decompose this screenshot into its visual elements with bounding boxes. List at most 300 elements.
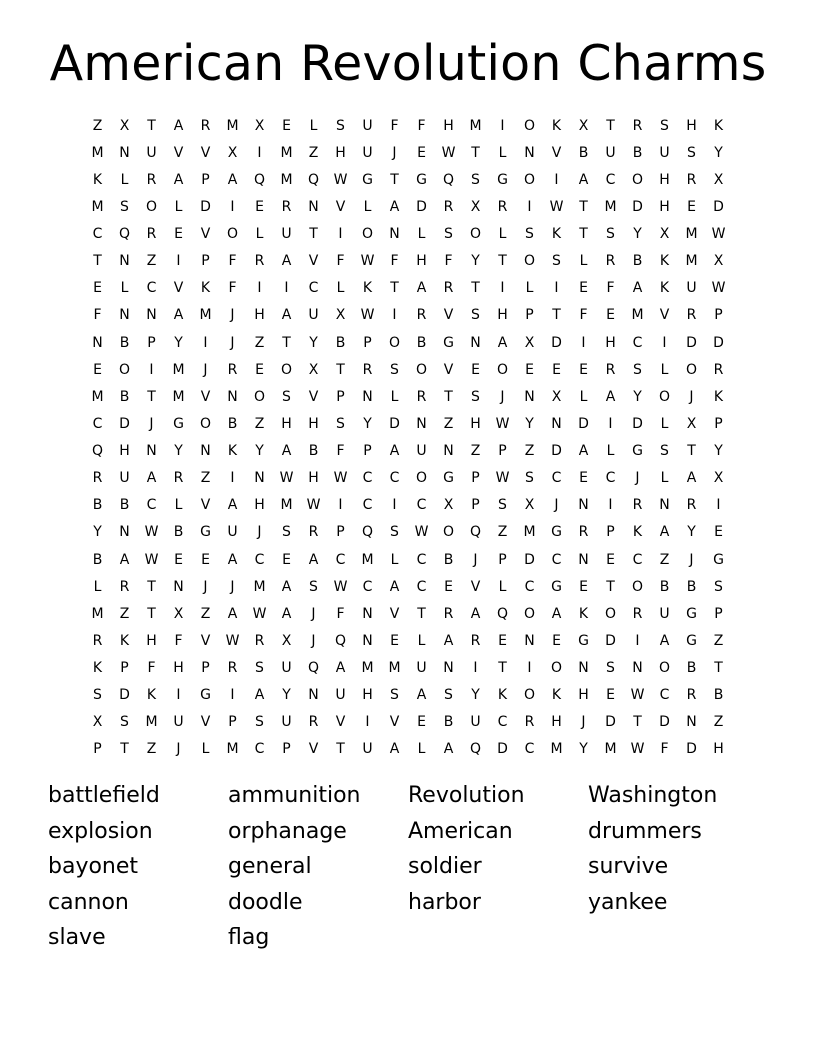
grid-letter: X [551, 388, 562, 405]
grid-letter: A [227, 497, 238, 514]
grid-letter: W [360, 307, 375, 324]
grid-letter: A [389, 578, 400, 595]
grid-letter: M [91, 198, 104, 215]
grid-letter: E [579, 470, 588, 487]
grid-letter: G [713, 551, 724, 568]
grid-letter: G [362, 171, 373, 188]
grid-letter: H [443, 117, 454, 134]
grid-letter: P [363, 443, 372, 460]
grid-letter: M [361, 551, 374, 568]
grid-letter: D [119, 415, 130, 432]
grid-letter: A [308, 551, 319, 568]
grid-letter: V [470, 578, 481, 595]
grid-letter: P [714, 605, 723, 622]
grid-letter: C [254, 741, 265, 758]
grid-letter: K [146, 687, 157, 704]
grid-letter: R [605, 361, 616, 378]
grid-letter: W [360, 253, 375, 270]
grid-letter: K [551, 226, 562, 243]
grid-letter: N [146, 307, 157, 324]
grid-row [84, 383, 732, 410]
grid-letter: C [254, 551, 265, 568]
grid-letter: S [471, 388, 480, 405]
grid-letter: C [362, 497, 373, 514]
grid-letter: W [144, 524, 159, 541]
grid-letter: X [173, 605, 184, 622]
grid-letter: P [606, 524, 615, 541]
search-word: battlefield [48, 783, 160, 808]
grid-letter: D [416, 198, 427, 215]
grid-letter: L [336, 280, 345, 297]
search-word: slave [48, 925, 106, 950]
grid-letter: N [524, 632, 535, 649]
search-word: doodle [228, 889, 303, 915]
grid-letter: A [416, 280, 427, 297]
grid-letter: X [578, 117, 589, 134]
grid-letter: N [173, 578, 184, 595]
grid-letter: U [605, 144, 616, 161]
word-column [588, 778, 768, 956]
grid-letter: U [281, 660, 292, 677]
grid-letter: K [659, 253, 670, 270]
grid-letter: R [713, 361, 724, 378]
grid-letter: T [147, 605, 156, 622]
search-word: soldier [408, 854, 482, 879]
grid-letter: J [257, 524, 262, 541]
grid-row [84, 627, 732, 654]
grid-letter: E [471, 361, 480, 378]
grid-letter: T [498, 660, 507, 677]
grid-letter: B [92, 551, 103, 568]
grid-letter: S [336, 415, 345, 432]
grid-letter: C [308, 280, 319, 297]
grid-letter: G [686, 605, 697, 622]
grid-letter: A [281, 253, 292, 270]
grid-letter: V [308, 388, 319, 405]
grid-letter: H [605, 334, 616, 351]
grid-letter: O [523, 687, 536, 704]
grid-letter: A [173, 307, 184, 324]
grid-letter: I [338, 497, 343, 514]
grid-letter: O [604, 605, 617, 622]
grid-letter: Q [442, 171, 455, 188]
grid-letter: E [579, 578, 588, 595]
grid-letter: K [362, 280, 373, 297]
grid-letter: P [498, 443, 507, 460]
grid-letter: M [91, 605, 104, 622]
grid-row [84, 193, 732, 220]
grid-letter: A [605, 388, 616, 405]
grid-letter: O [523, 117, 536, 134]
grid-letter: I [149, 361, 154, 378]
grid-letter: O [253, 388, 266, 405]
grid-letter: H [362, 687, 373, 704]
grid-letter: V [443, 361, 454, 378]
grid-letter: A [173, 171, 184, 188]
grid-letter: E [606, 551, 615, 568]
grid-letter: A [686, 470, 697, 487]
grid-letter: B [119, 388, 130, 405]
grid-letter: B [578, 144, 589, 161]
grid-letter: F [174, 632, 183, 649]
grid-letter: U [686, 280, 697, 297]
grid-letter: T [444, 388, 453, 405]
grid-row [84, 329, 732, 356]
grid-letter: V [335, 198, 346, 215]
grid-letter: W [630, 741, 645, 758]
grid-letter: T [579, 226, 588, 243]
grid-letter: N [659, 497, 670, 514]
grid-letter: U [416, 443, 427, 460]
grid-letter: Z [659, 551, 670, 568]
grid-letter: G [443, 334, 454, 351]
grid-letter: E [552, 361, 561, 378]
grid-letter: G [578, 632, 589, 649]
grid-letter: C [632, 334, 643, 351]
grid-letter: G [497, 171, 508, 188]
grid-letter: X [443, 497, 454, 514]
grid-letter: I [284, 280, 289, 297]
grid-letter: N [362, 605, 373, 622]
grid-letter: M [172, 361, 185, 378]
grid-letter: A [470, 605, 481, 622]
grid-letter: Q [334, 632, 347, 649]
grid-row [84, 139, 732, 166]
grid-letter: D [119, 687, 130, 704]
grid-letter: A [389, 741, 400, 758]
grid-letter: V [200, 497, 211, 514]
grid-letter: I [473, 660, 478, 677]
grid-letter: K [713, 388, 724, 405]
grid-letter: T [336, 741, 345, 758]
grid-letter: F [336, 253, 345, 270]
grid-letter: R [146, 171, 157, 188]
grid-letter: C [551, 551, 562, 568]
grid-letter: N [362, 388, 373, 405]
grid-letter: T [471, 280, 480, 297]
grid-letter: A [119, 551, 130, 568]
grid-letter: A [389, 443, 400, 460]
grid-letter: S [336, 117, 345, 134]
grid-letter: O [199, 415, 212, 432]
grid-letter: M [604, 741, 617, 758]
grid-letter: S [525, 226, 534, 243]
grid-letter: K [92, 171, 103, 188]
grid-letter: Q [496, 605, 509, 622]
grid-letter: P [471, 497, 480, 514]
grid-letter: Q [118, 226, 131, 243]
grid-letter: N [119, 307, 130, 324]
grid-letter: M [91, 388, 104, 405]
grid-letter: R [443, 280, 454, 297]
grid-letter: M [280, 497, 293, 514]
grid-letter: A [227, 171, 238, 188]
grid-letter: T [390, 280, 399, 297]
grid-letter: X [686, 415, 697, 432]
grid-letter: F [444, 253, 453, 270]
grid-letter: M [226, 741, 239, 758]
grid-letter: J [392, 144, 397, 161]
grid-letter: Y [255, 443, 264, 460]
grid-row [84, 166, 732, 193]
grid-letter: N [200, 443, 211, 460]
grid-letter: T [147, 388, 156, 405]
grid-letter: L [201, 741, 210, 758]
grid-letter: P [201, 171, 210, 188]
grid-letter: M [226, 117, 239, 134]
grid-letter: H [497, 307, 508, 324]
grid-letter: J [689, 388, 694, 405]
grid-letter: A [146, 470, 157, 487]
grid-letter: K [632, 524, 643, 541]
grid-letter: W [225, 632, 240, 649]
grid-letter: U [659, 144, 670, 161]
grid-letter: K [119, 632, 130, 649]
grid-letter: F [390, 253, 399, 270]
grid-letter: S [633, 361, 642, 378]
grid-letter: P [714, 415, 723, 432]
grid-letter: E [282, 551, 291, 568]
grid-row [84, 275, 732, 302]
grid-letter: N [578, 660, 589, 677]
grid-letter: C [524, 741, 535, 758]
grid-letter: C [605, 470, 616, 487]
grid-letter: X [227, 144, 238, 161]
grid-letter: S [120, 198, 129, 215]
grid-letter: H [254, 497, 265, 514]
grid-letter: S [255, 660, 264, 677]
grid-row [84, 410, 732, 437]
grid-letter: J [689, 551, 694, 568]
grid-letter: R [308, 714, 319, 731]
grid-letter: D [686, 741, 697, 758]
grid-letter: G [200, 524, 211, 541]
grid-letter: S [687, 144, 696, 161]
grid-letter: R [686, 497, 697, 514]
grid-letter: N [227, 388, 238, 405]
grid-letter: X [281, 632, 292, 649]
grid-letter: K [713, 117, 724, 134]
grid-letter: O [631, 171, 644, 188]
grid-letter: L [417, 226, 426, 243]
grid-letter: O [523, 605, 536, 622]
grid-letter: M [685, 253, 698, 270]
grid-letter: U [659, 605, 670, 622]
grid-letter: Z [443, 415, 454, 432]
grid-letter: R [443, 198, 454, 215]
grid-letter: N [416, 415, 427, 432]
grid-letter: H [551, 714, 562, 731]
grid-letter: I [500, 117, 505, 134]
grid-letter: M [199, 307, 212, 324]
grid-letter: D [686, 334, 697, 351]
grid-letter: T [147, 578, 156, 595]
grid-row [84, 519, 732, 546]
grid-letter: S [282, 388, 291, 405]
grid-letter: Z [308, 144, 319, 161]
grid-letter: J [203, 578, 208, 595]
grid-letter: S [525, 470, 534, 487]
grid-letter: L [579, 388, 588, 405]
grid-letter: S [606, 226, 615, 243]
grid-letter: M [361, 660, 374, 677]
grid-letter: U [362, 117, 373, 134]
grid-letter: D [578, 415, 589, 432]
grid-letter: S [390, 361, 399, 378]
grid-letter: T [309, 226, 318, 243]
grid-letter: L [498, 144, 507, 161]
grid-letter: O [415, 470, 428, 487]
search-word: survive [588, 854, 669, 879]
grid-letter: B [227, 415, 238, 432]
grid-letter: P [120, 660, 129, 677]
letter-grid [84, 112, 732, 763]
grid-letter: E [255, 361, 264, 378]
grid-letter: K [497, 687, 508, 704]
grid-letter: P [201, 253, 210, 270]
grid-letter: V [308, 253, 319, 270]
grid-letter: L [174, 497, 183, 514]
grid-letter: I [554, 280, 559, 297]
grid-letter: B [686, 578, 697, 595]
grid-letter: N [119, 524, 130, 541]
grid-letter: R [632, 497, 643, 514]
search-word: Revolution [408, 783, 525, 808]
grid-row [84, 465, 732, 492]
grid-letter: R [119, 578, 130, 595]
grid-letter: W [414, 524, 429, 541]
grid-letter: V [389, 605, 400, 622]
grid-letter: H [146, 632, 157, 649]
grid-letter: Y [471, 687, 480, 704]
grid-letter: H [713, 741, 724, 758]
grid-letter: Z [200, 605, 211, 622]
grid-letter: A [578, 443, 589, 460]
grid-letter: N [551, 415, 562, 432]
grid-letter: E [201, 551, 210, 568]
grid-letter: P [525, 307, 534, 324]
grid-letter: B [632, 253, 643, 270]
grid-row [84, 438, 732, 465]
grid-letter: C [92, 226, 103, 243]
grid-letter: L [660, 361, 669, 378]
grid-letter: I [365, 714, 370, 731]
grid-letter: Z [200, 470, 211, 487]
grid-letter: G [632, 443, 643, 460]
grid-letter: V [389, 714, 400, 731]
grid-letter: O [118, 361, 131, 378]
grid-letter: P [201, 660, 210, 677]
grid-letter: Z [119, 605, 130, 622]
grid-letter: S [444, 226, 453, 243]
grid-letter: M [685, 226, 698, 243]
grid-letter: Y [714, 443, 723, 460]
grid-letter: N [146, 443, 157, 460]
grid-letter: A [173, 117, 184, 134]
grid-letter: L [417, 741, 426, 758]
grid-letter: X [524, 497, 535, 514]
grid-letter: E [255, 198, 264, 215]
grid-letter: T [417, 605, 426, 622]
grid-letter: N [470, 334, 481, 351]
grid-letter: T [687, 443, 696, 460]
grid-letter: I [527, 198, 532, 215]
grid-letter: F [228, 280, 237, 297]
grid-letter: X [524, 334, 535, 351]
grid-letter: C [659, 687, 670, 704]
search-word: cannon [48, 889, 129, 915]
grid-letter: V [173, 144, 184, 161]
grid-letter: L [498, 226, 507, 243]
grid-letter: S [390, 687, 399, 704]
grid-letter: I [230, 687, 235, 704]
grid-letter: W [333, 470, 348, 487]
grid-letter: Z [524, 443, 535, 460]
grid-letter: M [388, 660, 401, 677]
grid-letter: B [416, 334, 427, 351]
grid-letter: P [93, 741, 102, 758]
grid-letter: Y [174, 443, 183, 460]
search-word: yankee [588, 889, 668, 915]
grid-letter: Y [363, 415, 372, 432]
grid-letter: N [389, 226, 400, 243]
grid-letter: A [227, 605, 238, 622]
grid-letter: I [608, 497, 613, 514]
grid-letter: Z [92, 117, 103, 134]
grid-letter: S [498, 497, 507, 514]
grid-letter: R [578, 524, 589, 541]
grid-letter: H [416, 253, 427, 270]
grid-letter: I [608, 415, 613, 432]
grid-letter: N [524, 144, 535, 161]
grid-letter: P [498, 551, 507, 568]
grid-letter: U [173, 714, 184, 731]
grid-letter: U [308, 307, 319, 324]
search-word: bayonet [48, 854, 139, 879]
grid-letter: N [578, 551, 589, 568]
grid-letter: F [390, 117, 399, 134]
grid-letter: E [525, 361, 534, 378]
grid-letter: I [230, 198, 235, 215]
grid-row [84, 302, 732, 329]
grid-letter: W [252, 605, 267, 622]
grid-letter: H [308, 415, 319, 432]
grid-letter: R [416, 307, 427, 324]
search-word: orphanage [228, 818, 347, 844]
grid-letter: L [525, 280, 534, 297]
search-word: drummers [588, 818, 702, 844]
search-word: ammunition [228, 783, 361, 808]
grid-letter: T [579, 198, 588, 215]
grid-letter: G [551, 524, 562, 541]
grid-letter: I [230, 470, 235, 487]
grid-letter: O [442, 524, 455, 541]
word-column [48, 778, 228, 956]
grid-letter: E [714, 524, 723, 541]
grid-letter: D [713, 198, 724, 215]
search-word: explosion [48, 818, 153, 844]
grid-letter: L [390, 388, 399, 405]
grid-letter: S [606, 660, 615, 677]
grid-letter: M [91, 144, 104, 161]
grid-letter: G [443, 470, 454, 487]
grid-letter: E [444, 578, 453, 595]
grid-letter: B [92, 497, 103, 514]
grid-letter: R [632, 117, 643, 134]
grid-letter: I [203, 334, 208, 351]
grid-letter: T [552, 307, 561, 324]
grid-letter: N [308, 687, 319, 704]
